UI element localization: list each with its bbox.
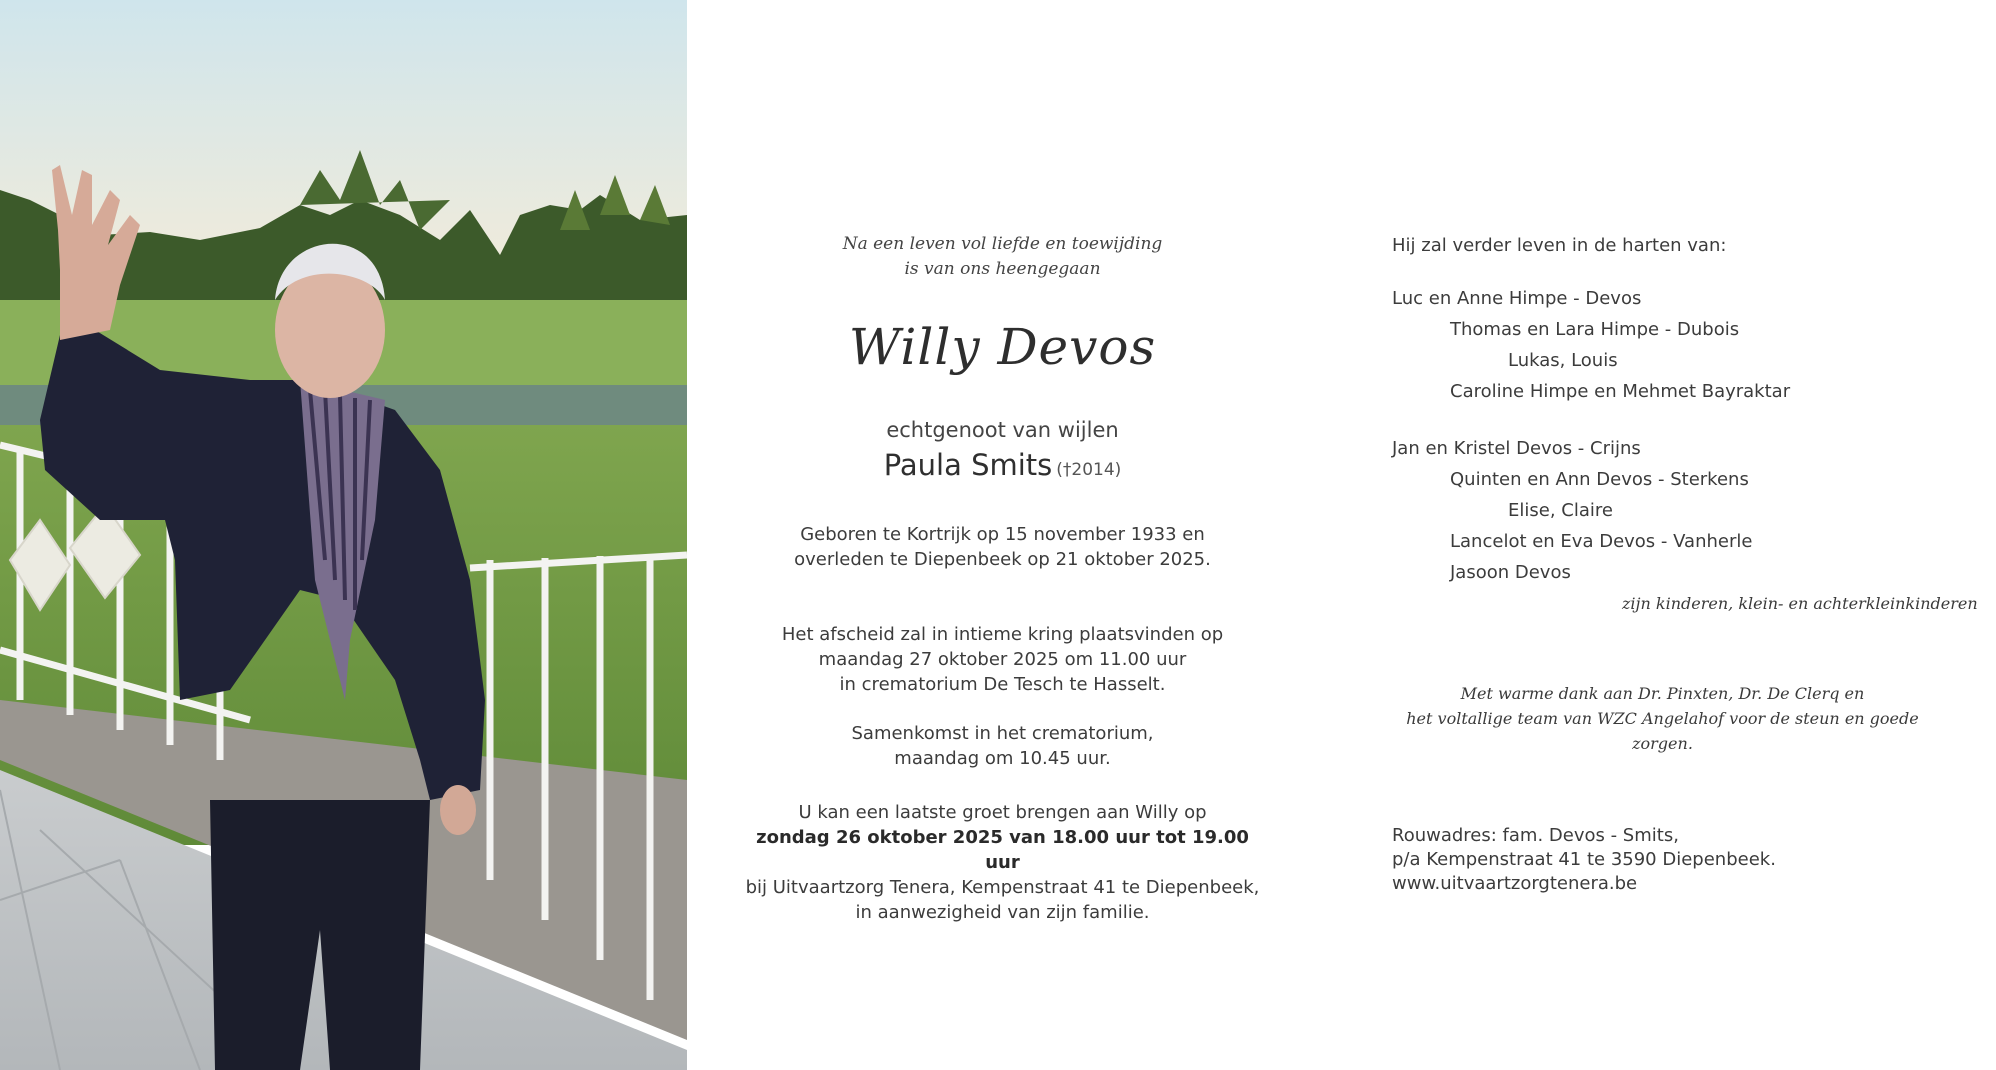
deceased-name: Willy Devos xyxy=(848,318,1157,376)
address-line: Rouwadres: fam. Devos - Smits, xyxy=(1392,825,1679,846)
portrait-photo xyxy=(0,0,687,1070)
spouse-name: Paula Smits xyxy=(883,448,1053,482)
visitation-line: in aanwezigheid van zijn familie. xyxy=(855,902,1150,923)
farewell-line: maandag 27 oktober 2025 om 11.00 uur xyxy=(818,649,1187,670)
family-column xyxy=(1390,0,1978,1070)
intro-line: Na een leven vol liefde en toewijding xyxy=(842,234,1163,254)
farewell-text xyxy=(740,622,1265,697)
intro-text xyxy=(740,232,1265,282)
family-note: zijn kinderen, klein- en achterkleinkinderen xyxy=(1622,594,1978,613)
website-link[interactable]: www.uitvaartzorgtenera.be xyxy=(1392,873,1638,894)
farewell-line: Het afscheid zal in intieme kring plaatsvinden op xyxy=(781,624,1224,645)
mourning-address xyxy=(1392,824,1776,896)
family-member: Jasoon Devos xyxy=(1450,562,1571,583)
birth-line: Geboren te Kortrijk op 15 november 1933 en xyxy=(800,524,1205,545)
gathering-line: maandag om 10.45 uur. xyxy=(894,748,1111,769)
family-member: Luc en Anne Himpe - Devos xyxy=(1392,288,1642,309)
family-member: Jan en Kristel Devos - Crijns xyxy=(1392,438,1641,459)
birth-death-text xyxy=(740,522,1265,572)
visitation-text xyxy=(740,800,1265,925)
gathering-line: Samenkomst in het crematorium, xyxy=(851,723,1154,744)
visitation-line: bij Uitvaartzorg Tenera, Kempenstraat 41 te Diepenbeek, xyxy=(745,877,1260,898)
family-member: Quinten en Ann Devos - Sterkens xyxy=(1450,469,1749,490)
spouse-death-year: (†2014) xyxy=(1056,460,1122,480)
family-member: Lancelot en Eva Devos - Vanherle xyxy=(1450,531,1753,552)
visitation-line: U kan een laatste groet brengen aan Willy op xyxy=(798,802,1207,823)
gathering-text xyxy=(740,721,1265,771)
family-member: Caroline Himpe en Mehmet Bayraktar xyxy=(1450,381,1791,402)
spouse-prefix: echtgenoot van wijlen xyxy=(886,418,1119,442)
spouse-line xyxy=(740,448,1265,482)
thanks-line: Met warme dank aan Dr. Pinxten, Dr. De Clerq en xyxy=(1460,684,1865,703)
address-line: p/a Kempenstraat 41 te 3590 Diepenbeek. xyxy=(1392,849,1776,870)
death-line: overleden te Diepenbeek op 21 oktober 2025. xyxy=(794,549,1211,570)
intro-line: is van ons heengegaan xyxy=(904,259,1101,279)
visitation-date: zondag 26 oktober 2025 van 18.00 uur tot 19.00 uur xyxy=(756,827,1249,873)
announcement-column xyxy=(740,0,1265,1070)
farewell-line: in crematorium De Tesch te Hasselt. xyxy=(839,674,1166,695)
thanks-line: het voltallige team van WZC Angelahof voor de steun en goede zorgen. xyxy=(1406,709,1919,753)
family-member: Lukas, Louis xyxy=(1508,350,1618,371)
family-member: Elise, Claire xyxy=(1508,500,1613,521)
family-heading: Hij zal verder leven in de harten van: xyxy=(1392,235,1727,256)
thanks-text xyxy=(1390,681,1935,756)
family-member: Thomas en Lara Himpe - Dubois xyxy=(1450,319,1740,340)
